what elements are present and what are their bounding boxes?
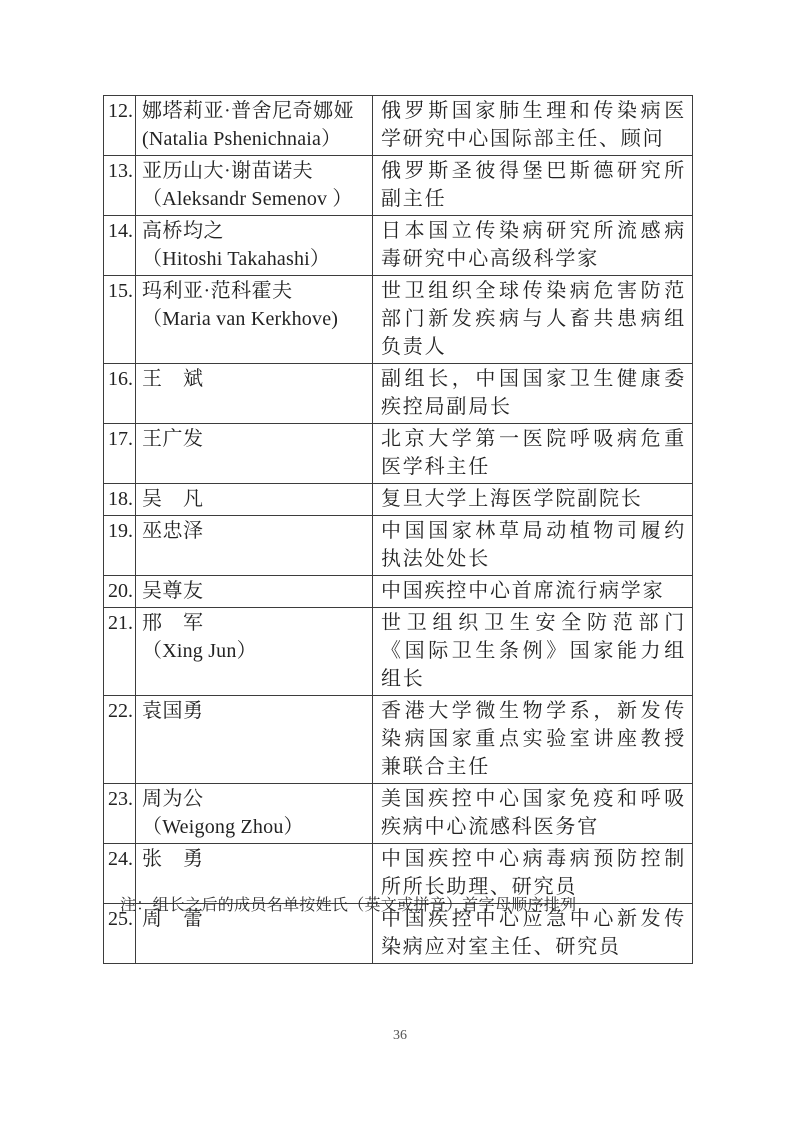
row-number: 18. (104, 484, 136, 516)
table-row (104, 484, 693, 516)
table-row (104, 696, 693, 784)
member-desc: 美国疾控中心国家免疫和呼吸疾病中心流感科医务官 (373, 784, 693, 844)
member-desc: 中国疾控中心首席流行病学家 (373, 576, 693, 608)
member-desc: 俄罗斯圣彼得堡巴斯德研究所副主任 (373, 156, 693, 216)
member-name-cell (136, 608, 373, 696)
member-name-cell (136, 576, 373, 608)
member-name-cn: 周 蕾 (142, 908, 204, 930)
row-number: 21. (104, 608, 136, 696)
member-desc: 中国国家林草局动植物司履约执法处处长 (373, 516, 693, 576)
table-row (104, 156, 693, 216)
table-row (104, 516, 693, 576)
table-row (104, 276, 693, 364)
page-number: 36 (393, 1028, 407, 1043)
member-name-cell (136, 364, 373, 424)
table-row (104, 364, 693, 424)
member-desc: 中国疾控中心应急中心新发传染病应对室主任、研究员 (373, 904, 693, 964)
member-desc: 北京大学第一医院呼吸病危重医学科主任 (373, 424, 693, 484)
member-table-body (104, 96, 693, 964)
row-number: 15. (104, 276, 136, 364)
member-name-cn: 袁国勇 (142, 700, 204, 722)
table-row (104, 608, 693, 696)
member-name-cn: 张 勇 (142, 848, 204, 870)
member-name-cn: 王广发 (142, 428, 204, 450)
member-name-en: （Weigong Zhou） (142, 816, 304, 838)
table-row (104, 216, 693, 276)
row-number: 13. (104, 156, 136, 216)
member-name-en: （Maria van Kerkhove) (142, 308, 339, 330)
member-desc: 世卫组织全球传染病危害防范部门新发疾病与人畜共患病组负责人 (373, 276, 693, 364)
row-number: 16. (104, 364, 136, 424)
member-desc: 俄罗斯国家肺生理和传染病医学研究中心国际部主任、顾问 (373, 96, 693, 156)
member-name-cn: 玛利亚·范科霍夫 (142, 280, 293, 302)
row-number: 23. (104, 784, 136, 844)
row-number: 25. (104, 904, 136, 964)
member-name-cell (136, 276, 373, 364)
row-number: 12. (104, 96, 136, 156)
member-desc: 副组长，中国国家卫生健康委疾控局副局长 (373, 364, 693, 424)
row-number: 20. (104, 576, 136, 608)
member-name-cn: 王 斌 (142, 368, 204, 390)
member-name-cn: 吴 凡 (142, 488, 204, 510)
row-number: 24. (104, 844, 136, 904)
row-number: 14. (104, 216, 136, 276)
member-name-cell (136, 424, 373, 484)
member-name-cn: 巫忠泽 (142, 520, 204, 542)
member-desc: 日本国立传染病研究所流感病毒研究中心高级科学家 (373, 216, 693, 276)
member-name-cell (136, 96, 373, 156)
member-name-en: （Hitoshi Takahashi） (142, 248, 331, 270)
footnote: 注：组长之后的成员名单按姓氏（英文或拼音）首字母顺序排列 (120, 897, 577, 914)
row-number: 19. (104, 516, 136, 576)
member-name-cn: 邢 军 (142, 612, 204, 634)
member-name-cn: 娜塔莉亚·普舍尼奇娜娅 (142, 100, 355, 122)
member-desc: 香港大学微生物学系，新发传染病国家重点实验室讲座教授兼联合主任 (373, 696, 693, 784)
table-row (104, 784, 693, 844)
member-name-cn: 周为公 (142, 788, 204, 810)
member-desc: 中国疾控中心病毒病预防控制所所长助理、研究员 (373, 844, 693, 904)
row-number: 17. (104, 424, 136, 484)
member-name-cell (136, 696, 373, 784)
member-name-cell (136, 516, 373, 576)
member-desc: 世卫组织卫生安全防范部门《国际卫生条例》国家能力组组长 (373, 608, 693, 696)
member-name-cn: 高桥均之 (142, 220, 224, 242)
member-name-cell (136, 484, 373, 516)
table-row (104, 424, 693, 484)
row-number: 22. (104, 696, 136, 784)
member-name-cell (136, 784, 373, 844)
member-name-en: （Aleksandr Semenov ） (142, 188, 353, 210)
member-table (103, 95, 693, 964)
member-name-cell (136, 216, 373, 276)
member-desc: 复旦大学上海医学院副院长 (373, 484, 693, 516)
table-row (104, 576, 693, 608)
member-name-cn: 吴尊友 (142, 580, 204, 602)
member-name-cell (136, 156, 373, 216)
member-name-en: （Xing Jun） (142, 640, 257, 662)
member-name-en: (Natalia Pshenichnaia） (142, 128, 342, 150)
member-name-cn: 亚历山大·谢苗诺夫 (142, 160, 314, 182)
table-row (104, 96, 693, 156)
